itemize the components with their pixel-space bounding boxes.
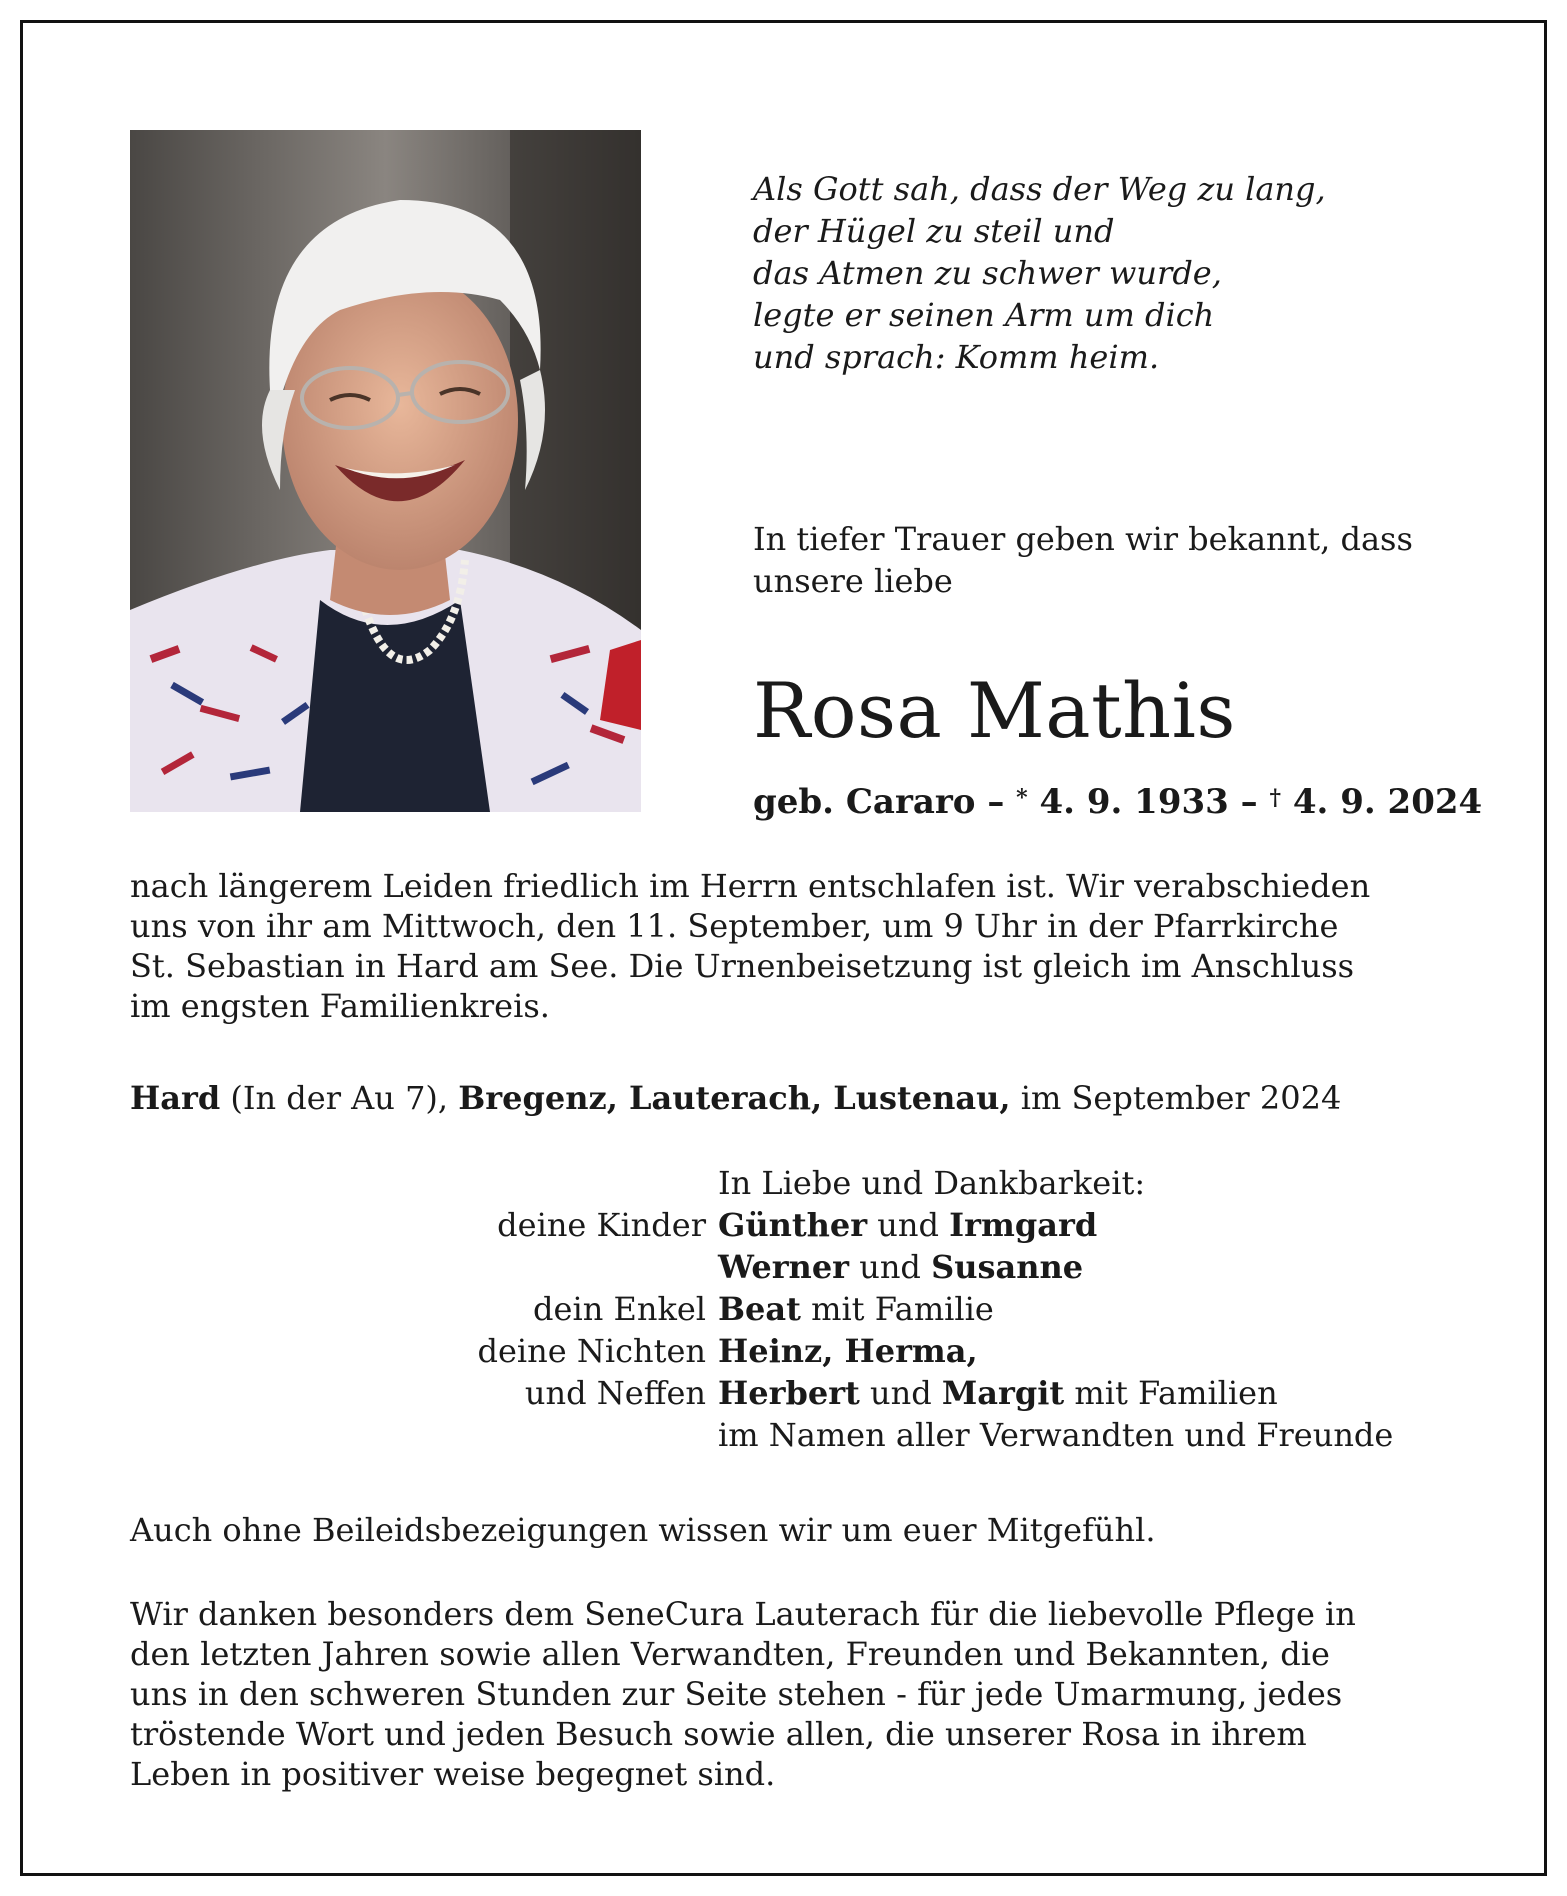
family-member: Günther [718,1206,868,1244]
thanks-line: Leben in positiver weise begegnet sind. [130,1755,776,1793]
poem-line: der Hügel zu steil und [753,212,1115,250]
intro-line: unsere liebe [753,562,953,600]
announcement-text [130,866,1438,1026]
place-date [130,1078,1438,1118]
poem [753,168,1433,378]
maiden-name: geb. Cararo [753,782,976,822]
intro-text [753,518,1453,602]
death-date: 4. 9. 2024 [1281,782,1483,822]
condolence-note [130,1510,1438,1550]
thanks-line: Wir danken besonders dem SeneCura Lauterach für die liebevolle Pflege in [130,1595,1356,1633]
poem-line: Als Gott sah, dass der Weg zu lang, [753,170,1326,208]
family-member: Herbert [718,1374,860,1412]
thanks-text [130,1594,1438,1794]
condolence-line: Auch ohne Beileidsbezeigungen wissen wir um euer Mitgefühl. [130,1511,1156,1549]
announcement-line: im engsten Familienkreis. [130,987,550,1025]
family-relation: und Neffen [524,1374,706,1412]
family-closing: im Namen aller Verwandten und Freunde [718,1416,1394,1454]
family-rest: mit Familien [1064,1374,1278,1412]
intro-line: In tiefer Trauer geben wir bekannt, dass [753,520,1413,558]
family-relation [130,1414,718,1456]
family-row [130,1288,1438,1330]
family-row [130,1372,1438,1414]
place-date-text: im September 2024 [1010,1079,1342,1117]
deceased-name: Rosa Mathis [753,666,1236,755]
family-member: Margit [941,1374,1065,1412]
announcement-line: St. Sebastian in Hard am See. Die Urnenbeisetzung ist gleich im Anschluss [130,947,1355,985]
portrait-photo [130,130,641,812]
family-row [130,1246,1438,1288]
birth-date: 4. 9. 1933 [1027,782,1229,822]
announcement-line: nach längerem Leiden friedlich im Herrn entschlafen ist. Wir verabschieden [130,867,1371,905]
family-row [130,1204,1438,1246]
thanks-line: tröstende Wort und jeden Besuch sowie allen, die unserer Rosa in ihrem [130,1715,1307,1753]
place-address: (In der Au 7), [220,1079,459,1117]
poem-line: und sprach: Komm heim. [753,338,1160,376]
family-member: Heinz, Herma, [718,1332,978,1370]
family-member: Beat [718,1290,801,1328]
family-section [130,1162,1438,1456]
family-connector: und [859,1374,942,1412]
family-connector: und [849,1248,932,1286]
family-connector: mit Familie [800,1290,994,1328]
family-heading: In Liebe und Dankbarkeit: [718,1164,1146,1202]
portrait-illustration [130,130,641,812]
place-towns: Bregenz, Lauterach, Lustenau, [458,1079,1011,1117]
place-town: Hard [130,1079,221,1117]
family-member: Werner [718,1248,850,1286]
poem-line: legte er seinen Arm um dich [753,296,1215,334]
family-relation [130,1246,718,1288]
thanks-line: den letzten Jahren sowie allen Verwandten, Freunden und Bekannten, die [130,1635,1330,1673]
family-relation [130,1162,718,1204]
family-relation: deine Nichten [477,1332,706,1370]
dates-separator: – [975,782,1017,822]
dates-separator: – [1228,782,1270,822]
family-member: Irmgard [949,1206,1098,1244]
family-row [130,1330,1438,1372]
thanks-line: uns in den schweren Stunden zur Seite stehen - für jede Umarmung, jedes [130,1675,1343,1713]
announcement-line: uns von ihr am Mittwoch, den 11. September, um 9 Uhr in der Pfarrkirche [130,907,1339,945]
poem-line: das Atmen zu schwer wurde, [753,254,1222,292]
family-relation: deine Kinder [497,1206,706,1244]
family-connector: und [867,1206,950,1244]
death-symbol: † [1269,785,1282,811]
family-member: Susanne [931,1248,1084,1286]
life-dates [753,780,1482,824]
family-relation: dein Enkel [533,1290,706,1328]
birth-symbol: * [1016,785,1028,811]
